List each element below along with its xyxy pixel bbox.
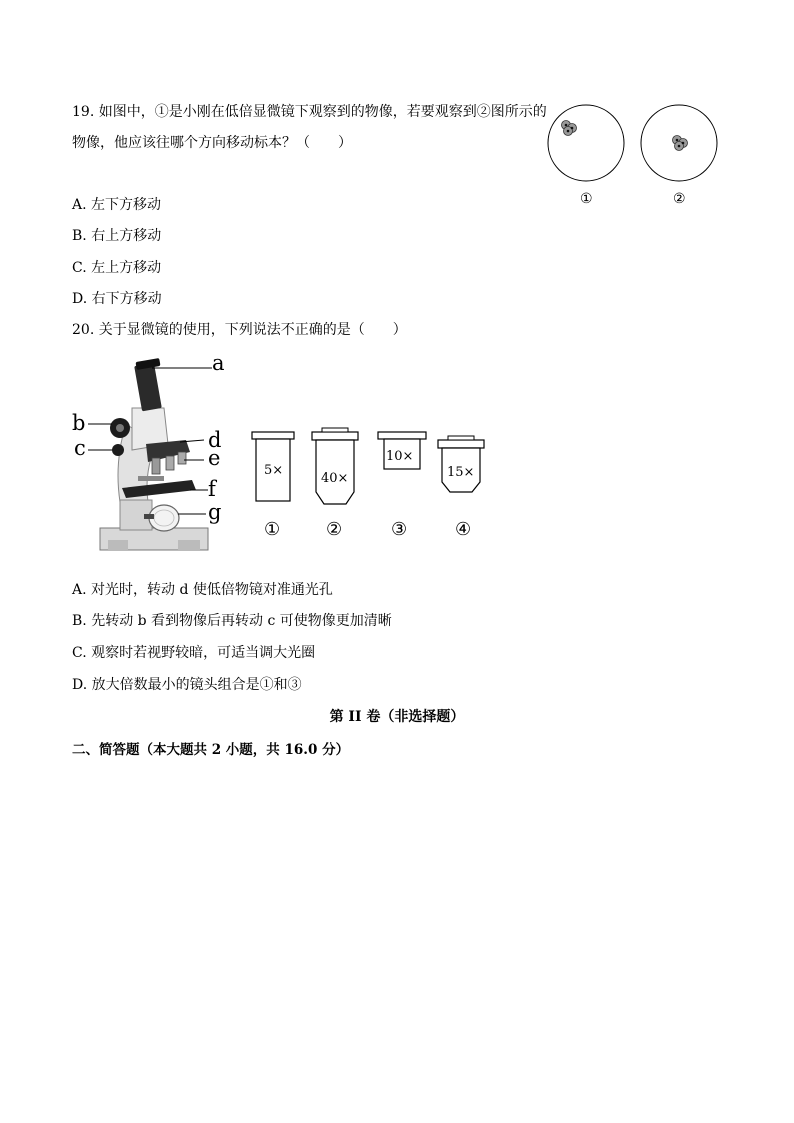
lens-1 [252, 432, 294, 501]
q19-stem-line1: 19. 如图中，①是小刚在低倍显微镜下观察到的物像，若要观察到②图所示的 [72, 104, 547, 120]
view-circle-1 [548, 105, 624, 181]
lens-1-mag: 5× [264, 463, 284, 478]
cell-cluster-2 [673, 136, 688, 151]
q19-option-d: D. 右下方移动 [72, 291, 162, 307]
cell-cluster-1 [562, 121, 577, 136]
lens-num-3: ③ [391, 519, 408, 540]
lens-4-mag: 15× [447, 465, 475, 480]
section-title: 第 II 卷（非选择题） [329, 709, 465, 725]
lens-4 [438, 436, 484, 492]
lens-3-mag: 10× [386, 449, 414, 464]
q20-stem: 20. 关于显微镜的使用，下列说法不正确的是（ ） [72, 322, 407, 338]
q20-option-b: B. 先转动 b 看到物像后再转动 c 可使物像更加清晰 [72, 613, 392, 629]
lens-figure [244, 426, 494, 544]
q19-figure [540, 100, 730, 210]
view-label-1: ① [580, 191, 593, 207]
view-label-2: ② [673, 191, 686, 207]
lens-2-mag: 40× [321, 471, 349, 486]
q19-stem-line2: 物像，他应该往哪个方向移动标本？（ ） [72, 135, 352, 151]
q19-option-c: C. 左上方移动 [72, 260, 162, 276]
label-b: b [72, 411, 86, 435]
q20-option-a: A. 对光时，转动 d 使低倍物镜对准通光孔 [72, 582, 333, 598]
lens-2 [312, 428, 358, 504]
q19-option-b: B. 右上方移动 [72, 228, 162, 244]
section-heading: 二、简答题（本大题共 2 小题，共 16.0 分） [72, 742, 350, 758]
lens-num-4: ④ [455, 519, 472, 540]
label-g: g [208, 500, 222, 524]
label-a: a [212, 352, 225, 375]
lens-num-2: ② [326, 519, 343, 540]
label-e: e [208, 446, 221, 470]
microscope-figure [68, 352, 238, 562]
label-c: c [74, 436, 86, 460]
q19-option-a: A. 左下方移动 [72, 197, 162, 213]
q20-option-d: D. 放大倍数最小的镜头组合是①和③ [72, 677, 302, 693]
lens-num-1: ① [264, 519, 281, 540]
q20-option-c: C. 观察时若视野较暗，可适当调大光圈 [72, 645, 316, 661]
label-f: f [208, 477, 216, 501]
label-d: d [208, 428, 222, 452]
lens-3 [378, 432, 426, 469]
